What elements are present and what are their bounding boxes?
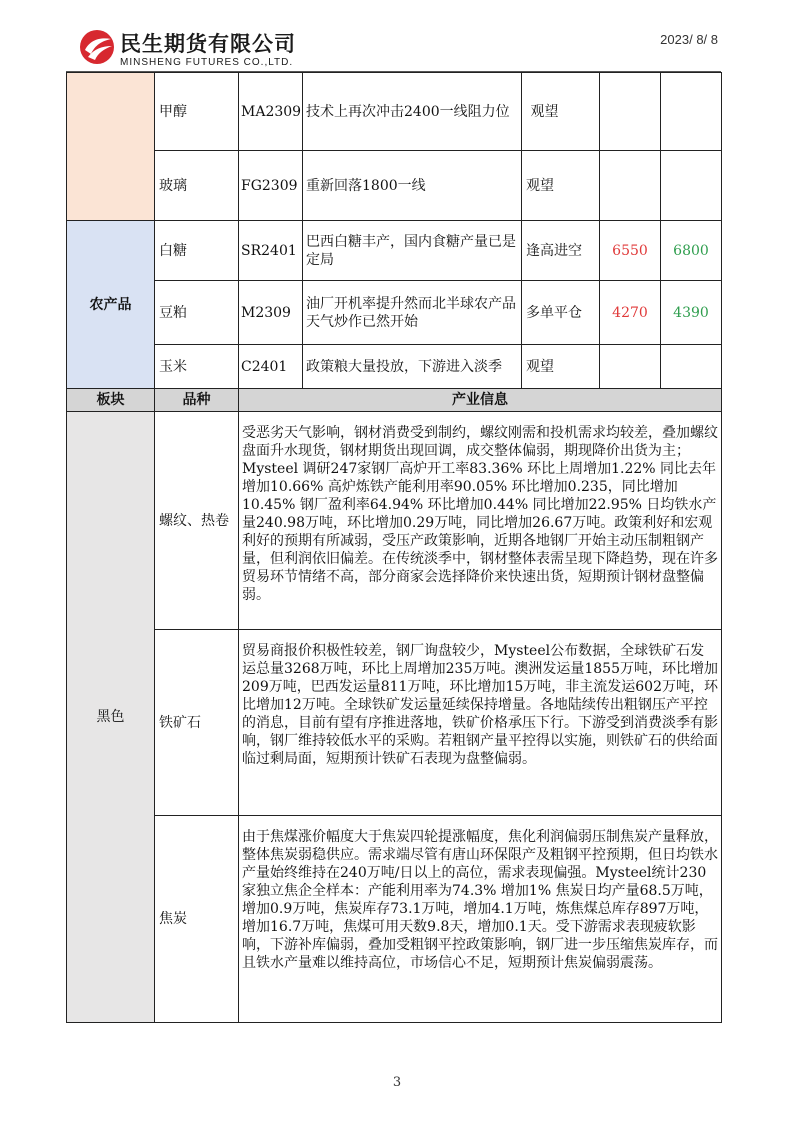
- variety-name: 玉米: [155, 345, 239, 389]
- contract-code: FG2309: [239, 151, 303, 221]
- strategy-view: 观望: [522, 73, 600, 151]
- header-industry-info: 产业信息: [239, 389, 722, 412]
- brief-info: 政策粮大量投放，下游进入淡季: [303, 345, 522, 389]
- brief-info: 巴西白糖丰产，国内食糖产量已是定局: [303, 221, 522, 281]
- variety-name: 玻璃: [155, 151, 239, 221]
- category-cell-chemical: [67, 73, 155, 221]
- table-row: [67, 221, 722, 281]
- contract-code: MA2309: [239, 73, 303, 151]
- variety-name: 豆粕: [155, 281, 239, 345]
- variety-name: 铁矿石: [155, 630, 239, 816]
- entry-price: [600, 151, 661, 221]
- strategy-view: 观望: [522, 151, 600, 221]
- target-price: [661, 151, 722, 221]
- company-logo: [78, 26, 318, 72]
- brief-info: 重新回落1800一线: [303, 151, 522, 221]
- variety-name: 焦炭: [155, 816, 239, 1023]
- table-row: [67, 630, 722, 816]
- variety-name: 螺纹、热卷: [155, 412, 239, 630]
- target-price: 4390: [661, 281, 722, 345]
- company-name-cn: 民生期货有限公司: [120, 32, 296, 56]
- table-row: [67, 345, 722, 389]
- header-sector: 板块: [67, 389, 155, 412]
- brief-info: 技术上再次冲击2400一线阻力位: [303, 73, 522, 151]
- strategy-table: [66, 72, 722, 1023]
- page-header: [0, 0, 794, 72]
- table-row: [67, 816, 722, 1023]
- entry-price: [600, 73, 661, 151]
- variety-name: 甲醇: [155, 73, 239, 151]
- minsheng-logo-icon: [78, 28, 116, 66]
- page-number: 3: [392, 1075, 402, 1090]
- category-cell-agri: 农产品: [67, 221, 155, 389]
- table-row: [67, 281, 722, 345]
- category-cell-black: 黑色: [67, 412, 155, 1023]
- industry-info-text: 受恶劣天气影响，钢材消费受到制约，螺纹刚需和投机需求均较差，叠加螺纹盘面升水现货，钢材期货出现回调，成交整体偏弱，期现降价出货为主；Mysteel 调研247家钢厂高炉开工率83.36% 环比上周增加1.22% 同比去年增加10.66% 高炉炼铁产能利用率90.05% 环比增加0.235，同比增加10.45% 钢厂盈利率64.94% 环比增加0.44% 同比增加22.95% 日均铁水产量240.98万吨，环比增加0.29万吨，同比增加26.67万吨。政策利好和宏观利好的预期有所减弱，受压产政策影响，近期各地钢厂开始主动压制粗钢产量，但利润依旧偏差。在传统淡季中，钢材整体表需呈现下降趋势，现在许多贸易环节情绪不高，部分商家会选择降价来快速出货，短期预计钢材盘整偏弱。: [239, 412, 722, 630]
- entry-price: 6550: [600, 221, 661, 281]
- section-header-row: [67, 389, 722, 412]
- table-row: [67, 73, 722, 151]
- contract-code: SR2401: [239, 221, 303, 281]
- header-variety: 品种: [155, 389, 239, 412]
- industry-info-text: 由于焦煤涨价幅度大于焦炭四轮提涨幅度，焦化利润偏弱压制焦炭产量释放，整体焦炭弱稳供应。需求端尽管有唐山环保限产及粗钢平控预期，但日均铁水产量始终维持在240万吨/日以上的高位，需求表现偏强。Mysteel统计230家独立焦企全样本：产能利用率为74.3% 增加1% 焦炭日均产量68.5万吨，增加0.9万吨，焦炭库存73.1万吨，增加4.1万吨，炼焦煤总库存897万吨，增加16.7万吨，焦煤可用天数9.8天，增加0.1天。受下游需求表现疲软影响，下游补库偏弱，叠加受粗钢平控政策影响，钢厂进一步压缩焦炭库存，而且铁水产量难以维持高位，市场信心不足，短期预计焦炭偏弱震荡。: [239, 816, 722, 1023]
- company-name-en: MINSHENG FUTURES CO.,LTD.: [120, 57, 294, 68]
- strategy-view: 逢高进空: [522, 221, 600, 281]
- target-price: [661, 345, 722, 389]
- entry-price: [600, 345, 661, 389]
- strategy-view: 多单平仓: [522, 281, 600, 345]
- variety-name: 白糖: [155, 221, 239, 281]
- table-row: [67, 412, 722, 630]
- strategy-view: 观望: [522, 345, 600, 389]
- contract-code: C2401: [239, 345, 303, 389]
- table-row: [67, 151, 722, 221]
- contract-code: M2309: [239, 281, 303, 345]
- entry-price: 4270: [600, 281, 661, 345]
- target-price: 6800: [661, 221, 722, 281]
- target-price: [661, 73, 722, 151]
- brief-info: 油厂开机率提升然而北半球农产品天气炒作已然开始: [303, 281, 522, 345]
- industry-info-text: 贸易商报价积极性较差，钢厂询盘较少，Mysteel公布数据，全球铁矿石发运总量3268万吨，环比上周增加235万吨。澳洲发运量1855万吨，环比增加209万吨，巴西发运量811万吨，环比增加15万吨，非主流发运602万吨，环比增加12万吨。全球铁矿发运量延续保持增量。各地陆续传出粗钢压产平控的消息，目前有望有序推进落地，铁矿价格承压下行。下游受到消费淡季有影响，钢厂维持较低水平的采购。若粗钢产量平控得以实施，则铁矿石的供给面临过剩局面，短期预计铁矿石表现为盘整偏弱。: [239, 630, 722, 816]
- report-date: 2023/ 8/ 8: [660, 32, 718, 47]
